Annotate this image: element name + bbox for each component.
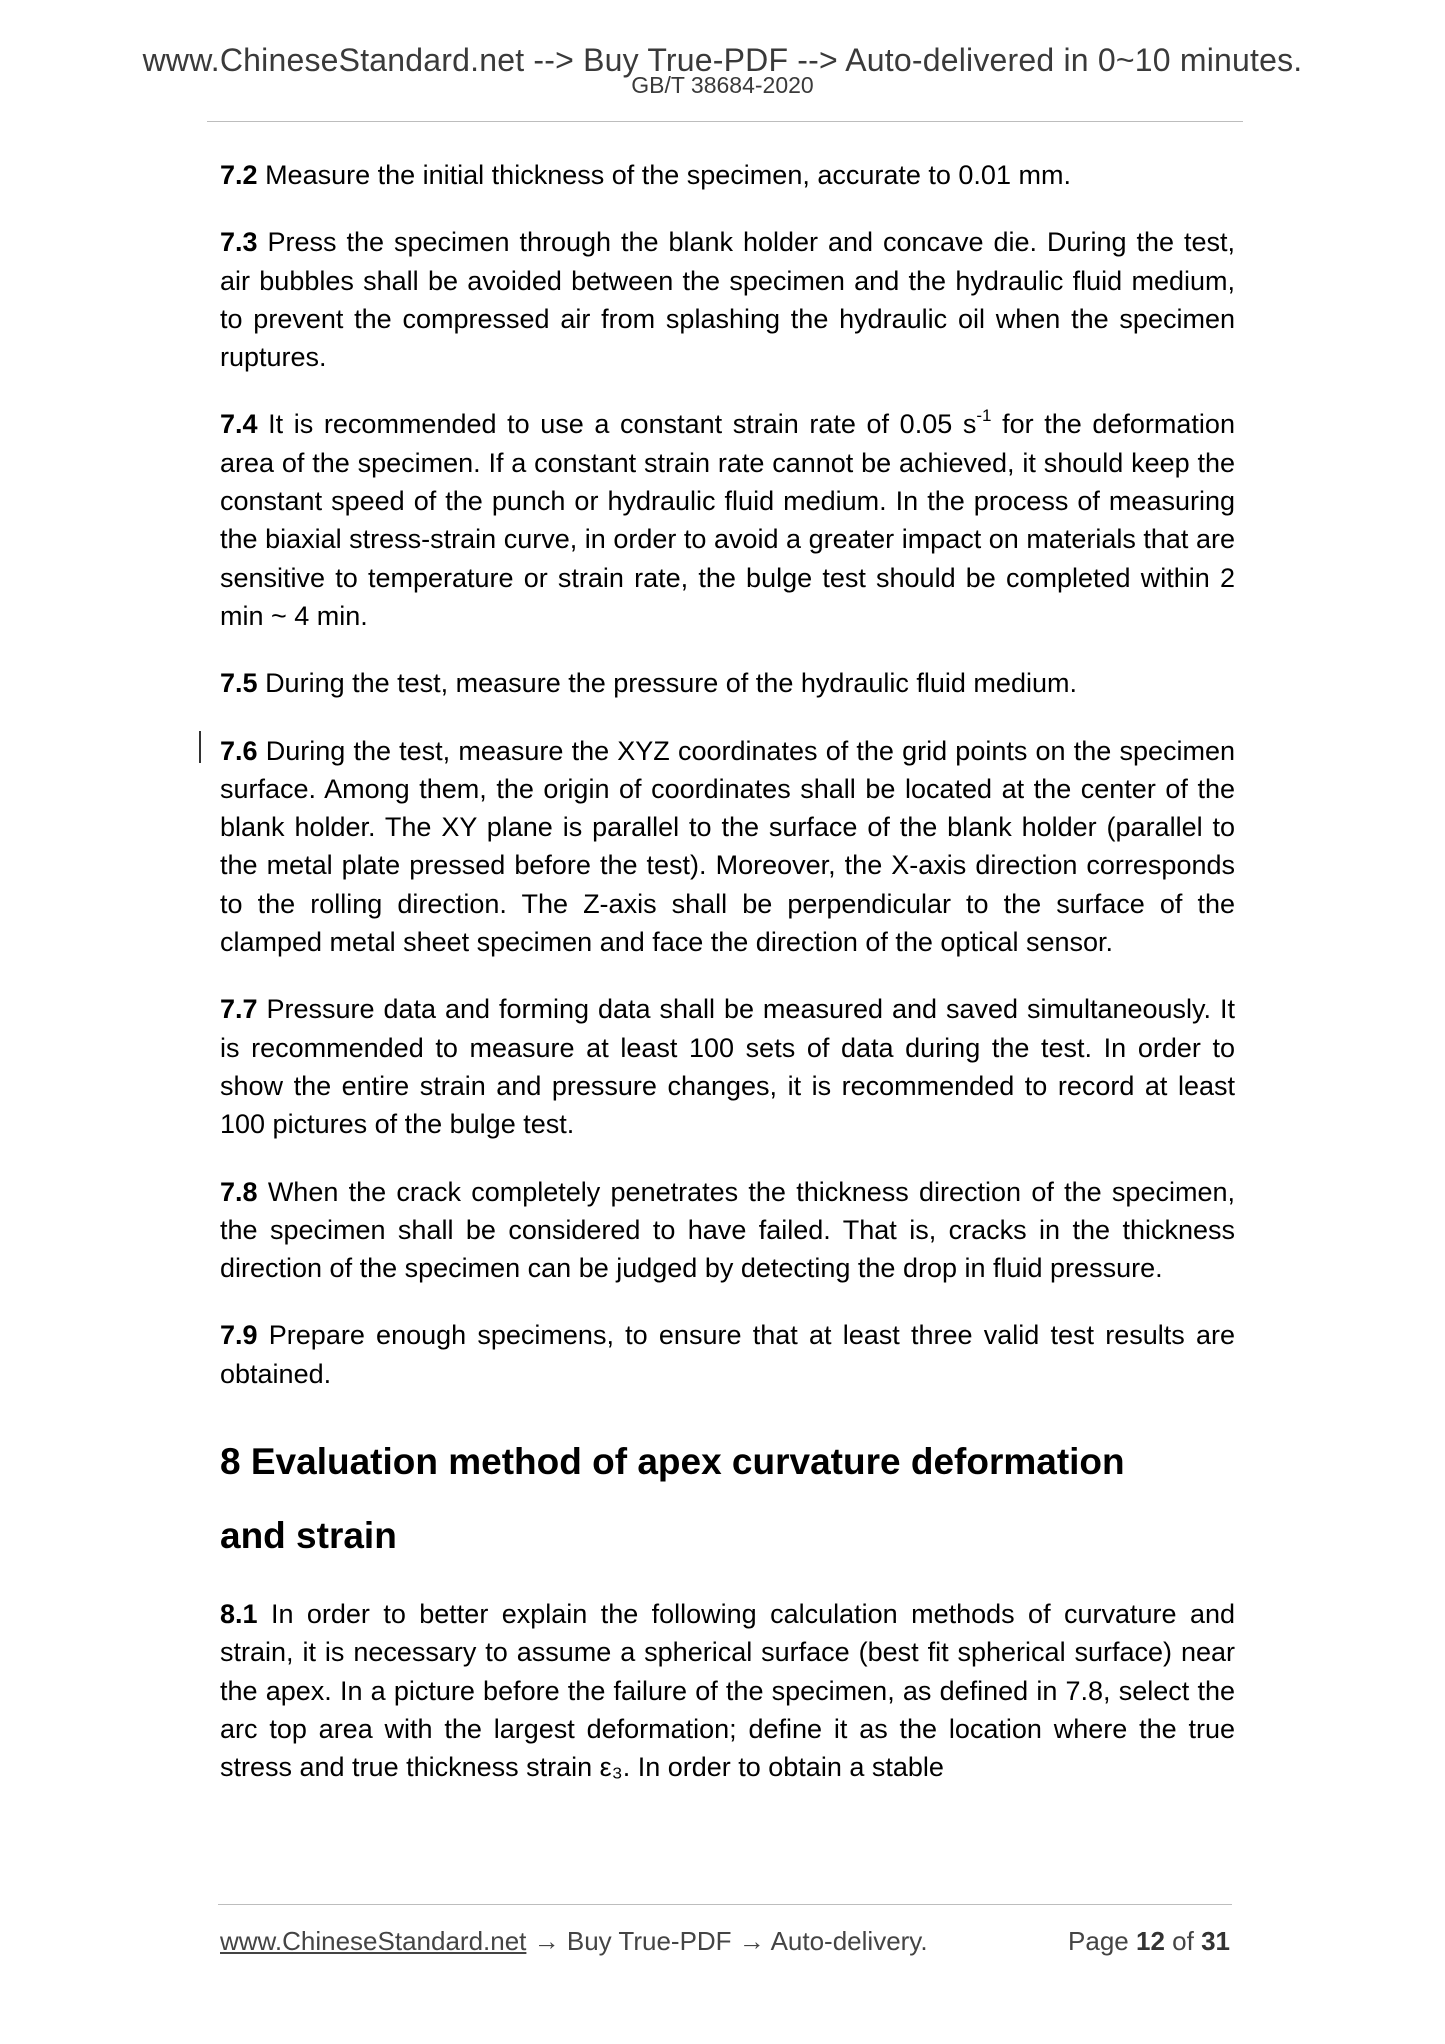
header-banner: www.ChineseStandard.net --> Buy True-PDF --> Auto-delivered in 0~10 minutes. bbox=[142, 42, 1303, 78]
clause-text-continued: for the deformation area of the specimen. If a constant strain rate cannot be achieved, it should keep the constant speed of the punch or hydraulic fluid medium. In the process of measuring the biaxial stress-strain curve, in order to avoid a greater impact on materials that are sensitive to temperature or strain rate, the bulge test should be completed within 2 min ~ 4 min. bbox=[220, 409, 1235, 631]
change-bar bbox=[199, 731, 201, 763]
page-of: of bbox=[1172, 1926, 1194, 1956]
clause-7-9 bbox=[220, 1316, 1235, 1393]
clause-text: During the test, measure the XYZ coordinates of the grid points on the specimen surface. Among them, the origin of coordinates shall be located at the center of the blank holder. The XY plane is parallel to the surface of the blank holder (parallel to the metal plate pressed before the test). Moreover, the X-axis direction corresponds to the rolling direction. The Z-axis shall be perpendicular to the surface of the clamped metal sheet specimen and face the direction of the optical sensor. bbox=[220, 735, 1235, 958]
clause-text: Prepare enough specimens, to ensure that at least three valid test results are obtained. bbox=[220, 1320, 1235, 1389]
clause-number: 7.2 bbox=[220, 160, 258, 190]
clause-number: 8.1 bbox=[220, 1599, 258, 1630]
page-footer bbox=[220, 1925, 1230, 1957]
clause-text: When the crack completely penetrates the thickness direction of the specimen, the specimen shall be considered to have failed. That is, cracks in the thickness direction of the specimen can be judged by detecting the drop in fluid pressure. bbox=[220, 1176, 1235, 1284]
clause-text: During the test, measure the pressure of the hydraulic fluid medium. bbox=[265, 668, 1077, 699]
standard-code: GB/T 38684-2020 bbox=[631, 72, 814, 98]
clause-7-2 bbox=[220, 156, 1235, 194]
superscript-exponent: -1 bbox=[976, 406, 992, 426]
header-divider bbox=[207, 121, 1243, 122]
clause-text: Measure the initial thickness of the specimen, accurate to 0.01 mm. bbox=[265, 160, 1071, 190]
clause-text: Pressure data and forming data shall be measured and saved simultaneously. It is recommended to measure at least 100 sets of data during the test. In order to show the entire strain and pressure changes, it is recommended to record at least 100 pictures of the bulge test. bbox=[220, 994, 1235, 1140]
clause-7-5 bbox=[220, 664, 1235, 702]
document-body bbox=[220, 156, 1235, 1816]
clause-number: 7.9 bbox=[220, 1320, 258, 1351]
footer-tagline: → Buy True-PDF → Auto-delivery. bbox=[526, 1926, 928, 1956]
page-current: 12 bbox=[1136, 1926, 1165, 1956]
clause-7-6 bbox=[220, 732, 1235, 962]
clause-number: 7.5 bbox=[220, 668, 258, 699]
clause-number: 7.4 bbox=[220, 409, 258, 440]
footer-divider bbox=[218, 1904, 1232, 1905]
page-label: Page bbox=[1068, 1926, 1129, 1956]
clause-7-8 bbox=[220, 1173, 1235, 1288]
clause-text: In order to better explain the following calculation methods of curvature and strain, it is necessary to assume a spherical surface (best fit spherical surface) near the apex. In a picture before the failure of the specimen, as defined in 7.8, select the arc top area with the largest deformation; define it as the location where the true stress and true thickness strain ε₃. In order to obtain a stable bbox=[220, 1599, 1235, 1783]
section-heading bbox=[220, 1425, 1235, 1573]
clause-7-7 bbox=[220, 990, 1235, 1143]
page-total: 31 bbox=[1201, 1926, 1230, 1956]
clause-number: 7.7 bbox=[220, 994, 258, 1025]
clause-8-1 bbox=[220, 1595, 1235, 1786]
section-heading-line-2: and strain bbox=[220, 1515, 397, 1557]
clause-number: 7.8 bbox=[220, 1176, 258, 1207]
clause-7-4 bbox=[220, 405, 1235, 635]
clause-number: 7.3 bbox=[220, 227, 258, 258]
clause-7-3 bbox=[220, 223, 1235, 376]
clause-number: 7.6 bbox=[220, 735, 258, 766]
section-heading-line-1: 8 Evaluation method of apex curvature deformation bbox=[220, 1441, 1125, 1483]
page-indicator bbox=[1068, 1925, 1230, 1957]
footer-site-link[interactable]: www.ChineseStandard.net bbox=[220, 1926, 527, 1956]
clause-text: It is recommended to use a constant strain rate of 0.05 s bbox=[268, 409, 977, 440]
clause-text: Press the specimen through the blank holder and concave die. During the test, air bubbles shall be avoided between the specimen and the hydraulic fluid medium, to prevent the compressed air from splashing the hydraulic oil when the specimen ruptures. bbox=[220, 227, 1235, 373]
